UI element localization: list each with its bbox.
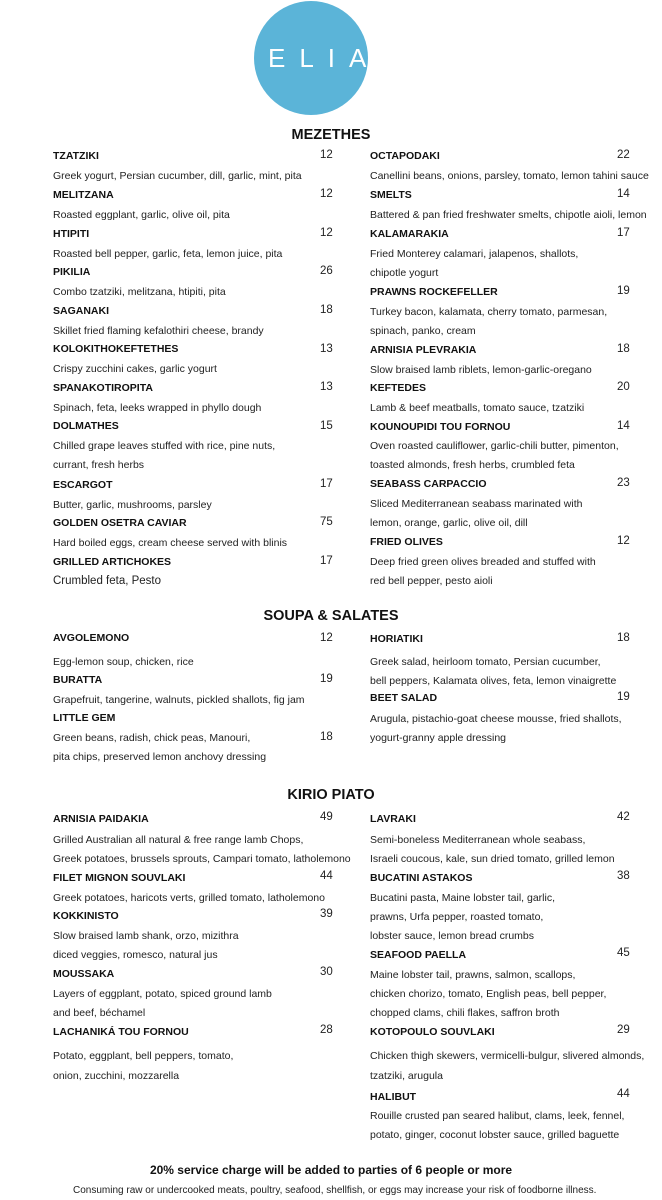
- item-price: 44: [320, 870, 333, 882]
- item-price: 17: [320, 478, 333, 490]
- item-name: SEAFOOD PAELLA: [370, 949, 467, 961]
- item-desc: onion, zucchini, mozzarella: [53, 1070, 180, 1082]
- item-desc: potato, ginger, coconut lobster sauce, grilled baguette: [370, 1129, 620, 1141]
- item-name: KOLOKITHOKEFTETHES: [53, 343, 179, 355]
- item-desc: Layers of eggplant, potato, spiced ground lamb: [53, 988, 272, 1000]
- item-desc: Slow braised lamb riblets, lemon-garlic-oregano: [370, 364, 592, 376]
- item-name: HORIATIKI: [370, 633, 423, 645]
- item-desc: Crispy zucchini cakes, garlic yogurt: [53, 363, 217, 375]
- item-name: PIKILIA: [53, 266, 91, 278]
- item-name: FILET MIGNON SOUVLAKI: [53, 872, 186, 884]
- item-name: SEABASS CARPACCIO: [370, 478, 487, 490]
- item-desc: lemon, orange, garlic, olive oil, dill: [370, 517, 528, 529]
- item-desc: Green beans, radish, chick peas, Manouri,: [53, 732, 251, 744]
- item-desc: Rouille crusted pan seared halibut, clams, leek, fennel,: [370, 1110, 625, 1122]
- item-price: 18: [617, 343, 630, 355]
- elia-logo: [254, 1, 381, 115]
- item-desc: Crumbled feta, Pesto: [53, 575, 162, 587]
- item-desc: currant, fresh herbs: [53, 459, 145, 471]
- item-name: SAGANAKI: [53, 305, 110, 317]
- item-desc: Slow braised lamb shank, orzo, mizithra: [53, 930, 239, 942]
- item-desc: Chilled grape leaves stuffed with rice, pine nuts,: [53, 440, 276, 452]
- item-name: MELITZANA: [53, 189, 114, 201]
- item-desc: Spinach, feta, leeks wrapped in phyllo dough: [53, 402, 262, 414]
- section-title-soupa: SOUPA & SALATES: [263, 608, 399, 624]
- item-desc: prawns, Urfa pepper, roasted tomato,: [370, 911, 544, 923]
- item-desc: Fried Monterey calamari, jalapenos, shallots,: [370, 248, 579, 260]
- item-desc: Potato, eggplant, bell peppers, tomato,: [53, 1050, 234, 1062]
- item-price: 49: [320, 811, 333, 823]
- item-price: 19: [617, 285, 630, 297]
- item-name: ESCARGOT: [53, 479, 113, 491]
- item-desc: Hard boiled eggs, cream cheese served with blinis: [53, 537, 288, 549]
- item-name: MOUSSAKA: [53, 968, 115, 980]
- item-name: HALIBUT: [370, 1091, 417, 1103]
- item-price: 20: [617, 381, 630, 393]
- item-desc: Greek salad, heirloom tomato, Persian cucumber,: [370, 656, 601, 668]
- item-desc: Greek potatoes, haricots verts, grilled tomato, latholemono: [53, 892, 325, 904]
- item-name: LACHANIKÁ TOU FORNOU: [53, 1026, 189, 1038]
- item-desc: Grapefruit, tangerine, walnuts, pickled shallots, fig jam: [53, 694, 305, 706]
- item-name: KOKKINISTO: [53, 910, 119, 922]
- item-name: ARNISIA PLEVRAKIA: [370, 344, 477, 356]
- item-price: 12: [320, 149, 333, 161]
- item-desc: red bell pepper, pesto aioli: [370, 575, 493, 587]
- item-desc: and beef, béchamel: [53, 1007, 146, 1019]
- item-name: OCTAPODAKI: [370, 150, 440, 162]
- item-name: GOLDEN OSETRA CAVIAR: [53, 517, 187, 529]
- service-charge-note: 20% service charge will be added to parties of 6 people or more: [149, 1163, 513, 1177]
- item-desc: Deep fried green olives breaded and stuffed with: [370, 556, 596, 568]
- logo-text: ELIA: [268, 43, 381, 73]
- item-price: 12: [320, 632, 333, 644]
- item-desc: yogurt-granny apple dressing: [370, 732, 506, 744]
- item-price: 18: [617, 632, 630, 644]
- item-price: 30: [320, 966, 333, 978]
- item-price: 22: [617, 149, 630, 161]
- item-price: 45: [617, 947, 630, 959]
- item-price: 28: [320, 1024, 333, 1036]
- item-desc: Grilled Australian all natural & free range lamb Chops,: [53, 834, 304, 846]
- item-desc: Chicken thigh skewers, vermicelli-bulgur, slivered almonds,: [370, 1050, 645, 1062]
- item-desc: tzatziki, arugula: [370, 1070, 443, 1082]
- item-price: 12: [320, 227, 333, 239]
- item-price: 29: [617, 1024, 630, 1036]
- item-desc: Greek yogurt, Persian cucumber, dill, garlic, mint, pita: [53, 170, 302, 182]
- item-name: KOUNOUPIDI TOU FORNOU: [370, 421, 511, 433]
- item-name: TZATZIKI: [53, 150, 99, 162]
- item-desc: Combo tzatziki, melitzana, htipiti, pita: [53, 286, 226, 298]
- item-price: 17: [617, 227, 630, 239]
- item-price: 15: [320, 420, 333, 432]
- item-price: 17: [320, 555, 333, 567]
- item-desc: lobster sauce, lemon bread crumbs: [370, 930, 534, 942]
- item-name: SMELTS: [370, 189, 412, 201]
- item-desc: Bucatini pasta, Maine lobster tail, garlic,: [370, 892, 556, 904]
- item-name: BEET SALAD: [370, 692, 438, 704]
- item-desc: Lamb & beef meatballs, tomato sauce, tzatziki: [370, 402, 585, 414]
- item-desc: Battered & pan fried freshwater smelts, chipotle aioli, lemon: [370, 209, 647, 221]
- item-desc: Greek potatoes, brussels sprouts, Campari tomato, latholemono: [53, 853, 351, 865]
- item-name: KOTOPOULO SOUVLAKI: [370, 1026, 495, 1038]
- item-price: 26: [320, 265, 333, 277]
- item-desc: Arugula, pistachio-goat cheese mousse, fried shallots,: [370, 713, 622, 725]
- item-price: 13: [320, 343, 333, 355]
- item-desc: Roasted eggplant, garlic, olive oil, pita: [53, 209, 230, 221]
- item-price: 12: [617, 535, 630, 547]
- item-name: FRIED OLIVES: [370, 536, 443, 548]
- item-desc: Roasted bell pepper, garlic, feta, lemon juice, pita: [53, 248, 283, 260]
- item-name: HTIPITI: [53, 228, 90, 240]
- item-name: LITTLE GEM: [53, 712, 116, 724]
- item-desc: Israeli coucous, kale, sun dried tomato, grilled lemon: [370, 853, 615, 865]
- item-desc: chipotle yogurt: [370, 267, 439, 279]
- item-desc: toasted almonds, fresh herbs, crumbled feta: [370, 459, 575, 471]
- item-desc: Egg-lemon soup, chicken, rice: [53, 656, 194, 668]
- item-name: LAVRAKI: [370, 813, 416, 825]
- item-price: 14: [617, 188, 630, 200]
- item-price: 18: [320, 304, 333, 316]
- item-desc: Turkey bacon, kalamata, cherry tomato, parmesan,: [370, 306, 608, 318]
- item-price: 14: [617, 420, 630, 432]
- item-desc: pita chips, preserved lemon anchovy dressing: [53, 751, 267, 763]
- item-name: BURATTA: [53, 674, 103, 686]
- item-name: SPANAKOTIROPITA: [53, 382, 153, 394]
- section-title-kirio: KIRIO PIATO: [287, 787, 375, 803]
- item-desc: bell peppers, Kalamata olives, feta, lemon vinaigrette: [370, 675, 617, 687]
- item-price: 19: [320, 673, 333, 685]
- item-desc: Maine lobster tail, prawns, salmon, scallops,: [370, 969, 576, 981]
- item-desc: Oven roasted cauliflower, garlic-chili butter, pimenton,: [370, 440, 619, 452]
- item-price: 13: [320, 381, 333, 393]
- item-desc: Canellini beans, onions, parsley, tomato, lemon tahini sauce: [370, 170, 649, 182]
- item-desc: chopped clams, chili flakes, saffron broth: [370, 1007, 560, 1019]
- item-price: 39: [320, 908, 333, 920]
- item-price: 75: [320, 516, 333, 528]
- item-name: KALAMARAKIA: [370, 228, 449, 240]
- item-desc: Skillet fried flaming kefalothiri cheese, brandy: [53, 325, 264, 337]
- item-desc: chicken chorizo, tomato, English peas, bell pepper,: [370, 988, 607, 1000]
- item-price: 38: [617, 870, 630, 882]
- section-title-mezethes: MEZETHES: [291, 127, 371, 143]
- item-desc: spinach, panko, cream: [370, 325, 476, 337]
- item-name: KEFTEDES: [370, 382, 427, 394]
- item-price: 42: [617, 811, 630, 823]
- item-price: 19: [617, 691, 630, 703]
- item-price: 44: [617, 1088, 630, 1100]
- item-name: ARNISIA PAIDAKIA: [53, 813, 149, 825]
- item-price: 12: [320, 188, 333, 200]
- item-desc: Semi-boneless Mediterranean whole seabass,: [370, 834, 586, 846]
- item-price: 18: [320, 731, 333, 743]
- item-name: DOLMATHES: [53, 420, 119, 432]
- item-price: 23: [617, 477, 630, 489]
- item-name: PRAWNS ROCKEFELLER: [370, 286, 498, 298]
- item-desc: diced veggies, romesco, natural jus: [53, 949, 218, 961]
- item-name: GRILLED ARTICHOKES: [53, 556, 172, 568]
- item-name: BUCATINI ASTAKOS: [370, 872, 473, 884]
- item-name: AVGOLEMONO: [53, 632, 130, 644]
- item-desc: Butter, garlic, mushrooms, parsley: [53, 499, 212, 511]
- consumer-advisory: Consuming raw or undercooked meats, poultry, seafood, shellfish, or eggs may increase your risk of foodborne illness.: [73, 1185, 597, 1196]
- item-desc: Sliced Mediterranean seabass marinated with: [370, 498, 583, 510]
